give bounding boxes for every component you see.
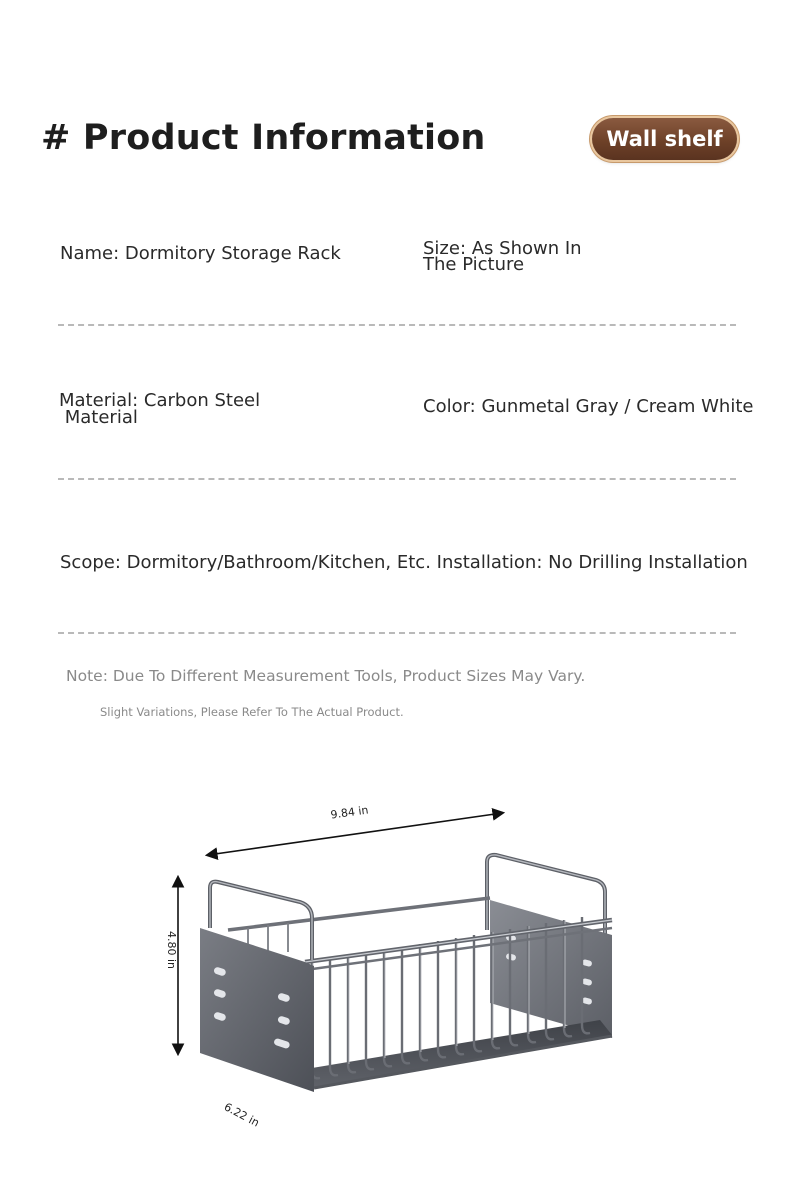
field-size-line1: Size: As Shown In (423, 238, 582, 259)
width-label: 9.84 in (329, 803, 370, 822)
product-illustration (0, 770, 790, 1184)
depth-label: 6.22 in (221, 1100, 262, 1130)
page-title: # Product Information (41, 118, 486, 158)
height-label: 4.80 in (165, 930, 178, 970)
field-material-line2: Material (59, 407, 138, 428)
field-name: Name: Dormitory Storage Rack (60, 243, 341, 264)
divider (58, 478, 736, 480)
divider (58, 324, 736, 326)
field-scope: Scope: Dormitory/Bathroom/Kitchen, Etc. Installation: No Drilling Installation (60, 552, 748, 573)
note-subtext: Slight Variations, Please Refer To The Actual Product. (100, 705, 404, 719)
note-text: Note: Due To Different Measurement Tools, Product Sizes May Vary. (66, 667, 586, 685)
divider (58, 632, 736, 634)
rack-front-panel (200, 928, 314, 1092)
field-material-line1: Material: Carbon Steel (59, 390, 261, 411)
category-badge: Wall shelf (592, 118, 737, 160)
field-color: Color: Gunmetal Gray / Cream White (423, 396, 754, 417)
field-size-line2: The Picture (423, 254, 525, 275)
width-arrow (208, 813, 502, 855)
